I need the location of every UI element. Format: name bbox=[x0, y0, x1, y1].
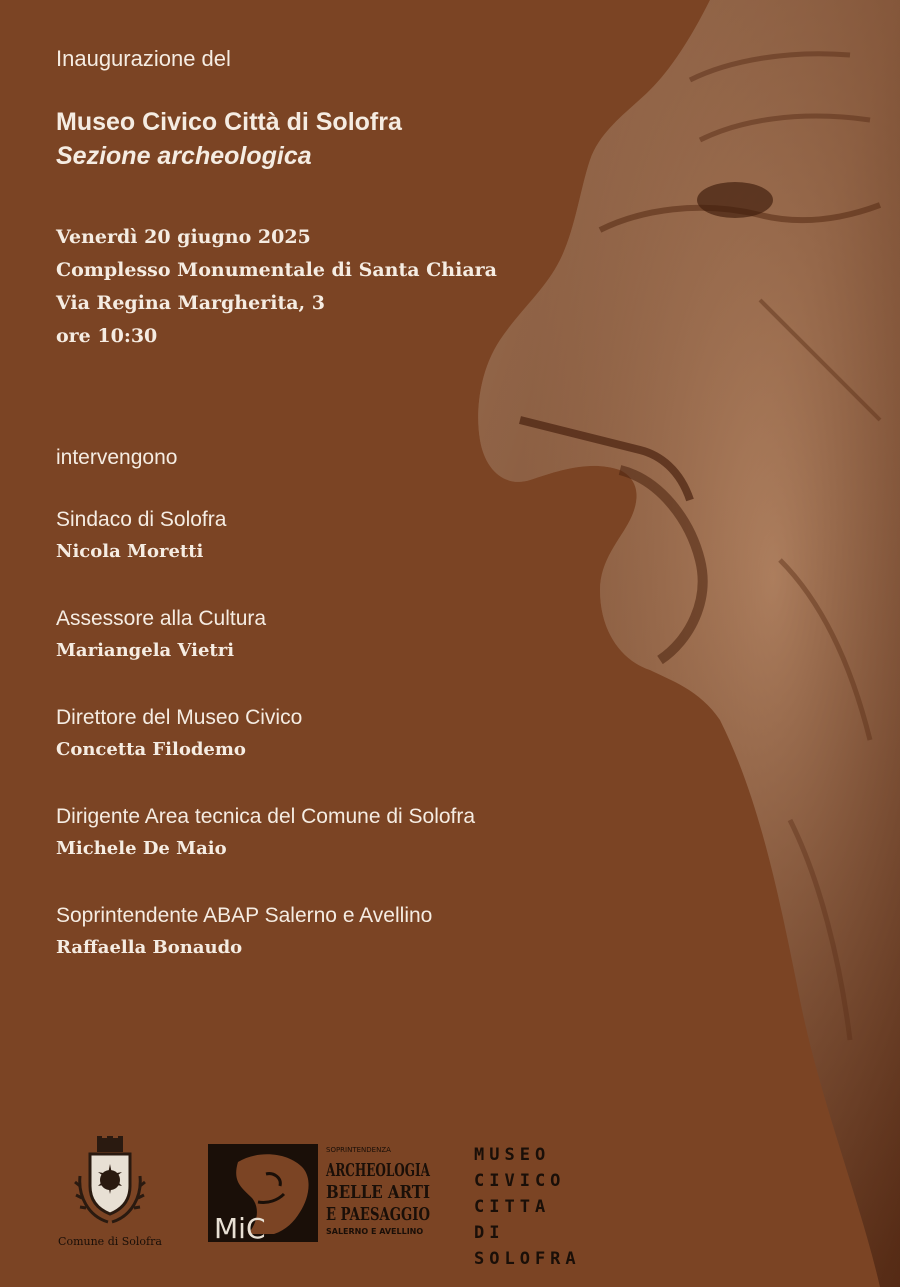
speakers-heading: intervengono bbox=[56, 446, 178, 469]
intro-text: Inaugurazione del bbox=[56, 46, 231, 71]
soprintendenza-mic-logo bbox=[208, 1142, 433, 1244]
soprintendenza-small-label: SOPRINTENDENZA bbox=[326, 1146, 391, 1154]
mic-label: MiC bbox=[214, 1212, 266, 1245]
comune-logo bbox=[54, 1136, 166, 1248]
museum-subtitle: Sezione archeologica bbox=[56, 142, 312, 170]
comune-caption: Comune di Solofra bbox=[58, 1235, 162, 1248]
soprintendenza-line-1: ARCHEOLOGIA bbox=[325, 1160, 431, 1181]
speaker-role: Dirigente Area tecnica del Comune di Solofra bbox=[56, 805, 476, 828]
speaker-name: Raffaella Bonaudo bbox=[56, 937, 243, 958]
event-address: Via Regina Margherita, 3 bbox=[56, 292, 325, 314]
speaker-item bbox=[56, 604, 616, 668]
museum-title: Museo Civico Città di Solofra bbox=[56, 108, 402, 136]
speaker-item bbox=[56, 802, 616, 866]
coat-of-arms-icon bbox=[70, 1136, 150, 1228]
event-date: Venerdì 20 giugno 2025 bbox=[56, 226, 311, 248]
speaker-name: Nicola Moretti bbox=[56, 541, 204, 562]
text-content bbox=[56, 46, 616, 965]
museo-logo-line: SOLOFRA bbox=[474, 1249, 581, 1269]
speaker-name: Mariangela Vietri bbox=[56, 640, 235, 661]
museo-logo-line: CIVICO bbox=[474, 1171, 566, 1191]
soprintendenza-line-2: BELLE ARTI bbox=[326, 1182, 430, 1203]
speaker-role: Sindaco di Solofra bbox=[56, 508, 227, 531]
speaker-item bbox=[56, 901, 616, 965]
museo-logo-line: MUSEO bbox=[474, 1145, 551, 1165]
soprintendenza-line-3: E PAESAGGIO bbox=[326, 1204, 430, 1225]
footer-logos bbox=[0, 1130, 900, 1269]
museo-civico-logo bbox=[474, 1142, 584, 1272]
event-time: ore 10:30 bbox=[56, 325, 158, 347]
event-venue: Complesso Monumentale di Santa Chiara bbox=[56, 259, 497, 281]
speaker-name: Michele De Maio bbox=[56, 838, 227, 859]
speaker-item bbox=[56, 505, 616, 569]
speaker-role: Soprintendente ABAP Salerno e Avellino bbox=[56, 904, 433, 927]
event-details bbox=[56, 221, 616, 353]
soprintendenza-place: SALERNO E AVELLINO bbox=[326, 1227, 424, 1236]
speaker-role: Direttore del Museo Civico bbox=[56, 706, 303, 729]
speaker-role: Assessore alla Cultura bbox=[56, 607, 267, 630]
museo-logo-line: CITTA DI bbox=[474, 1197, 551, 1243]
speaker-name: Concetta Filodemo bbox=[56, 739, 246, 760]
speaker-item bbox=[56, 703, 616, 767]
